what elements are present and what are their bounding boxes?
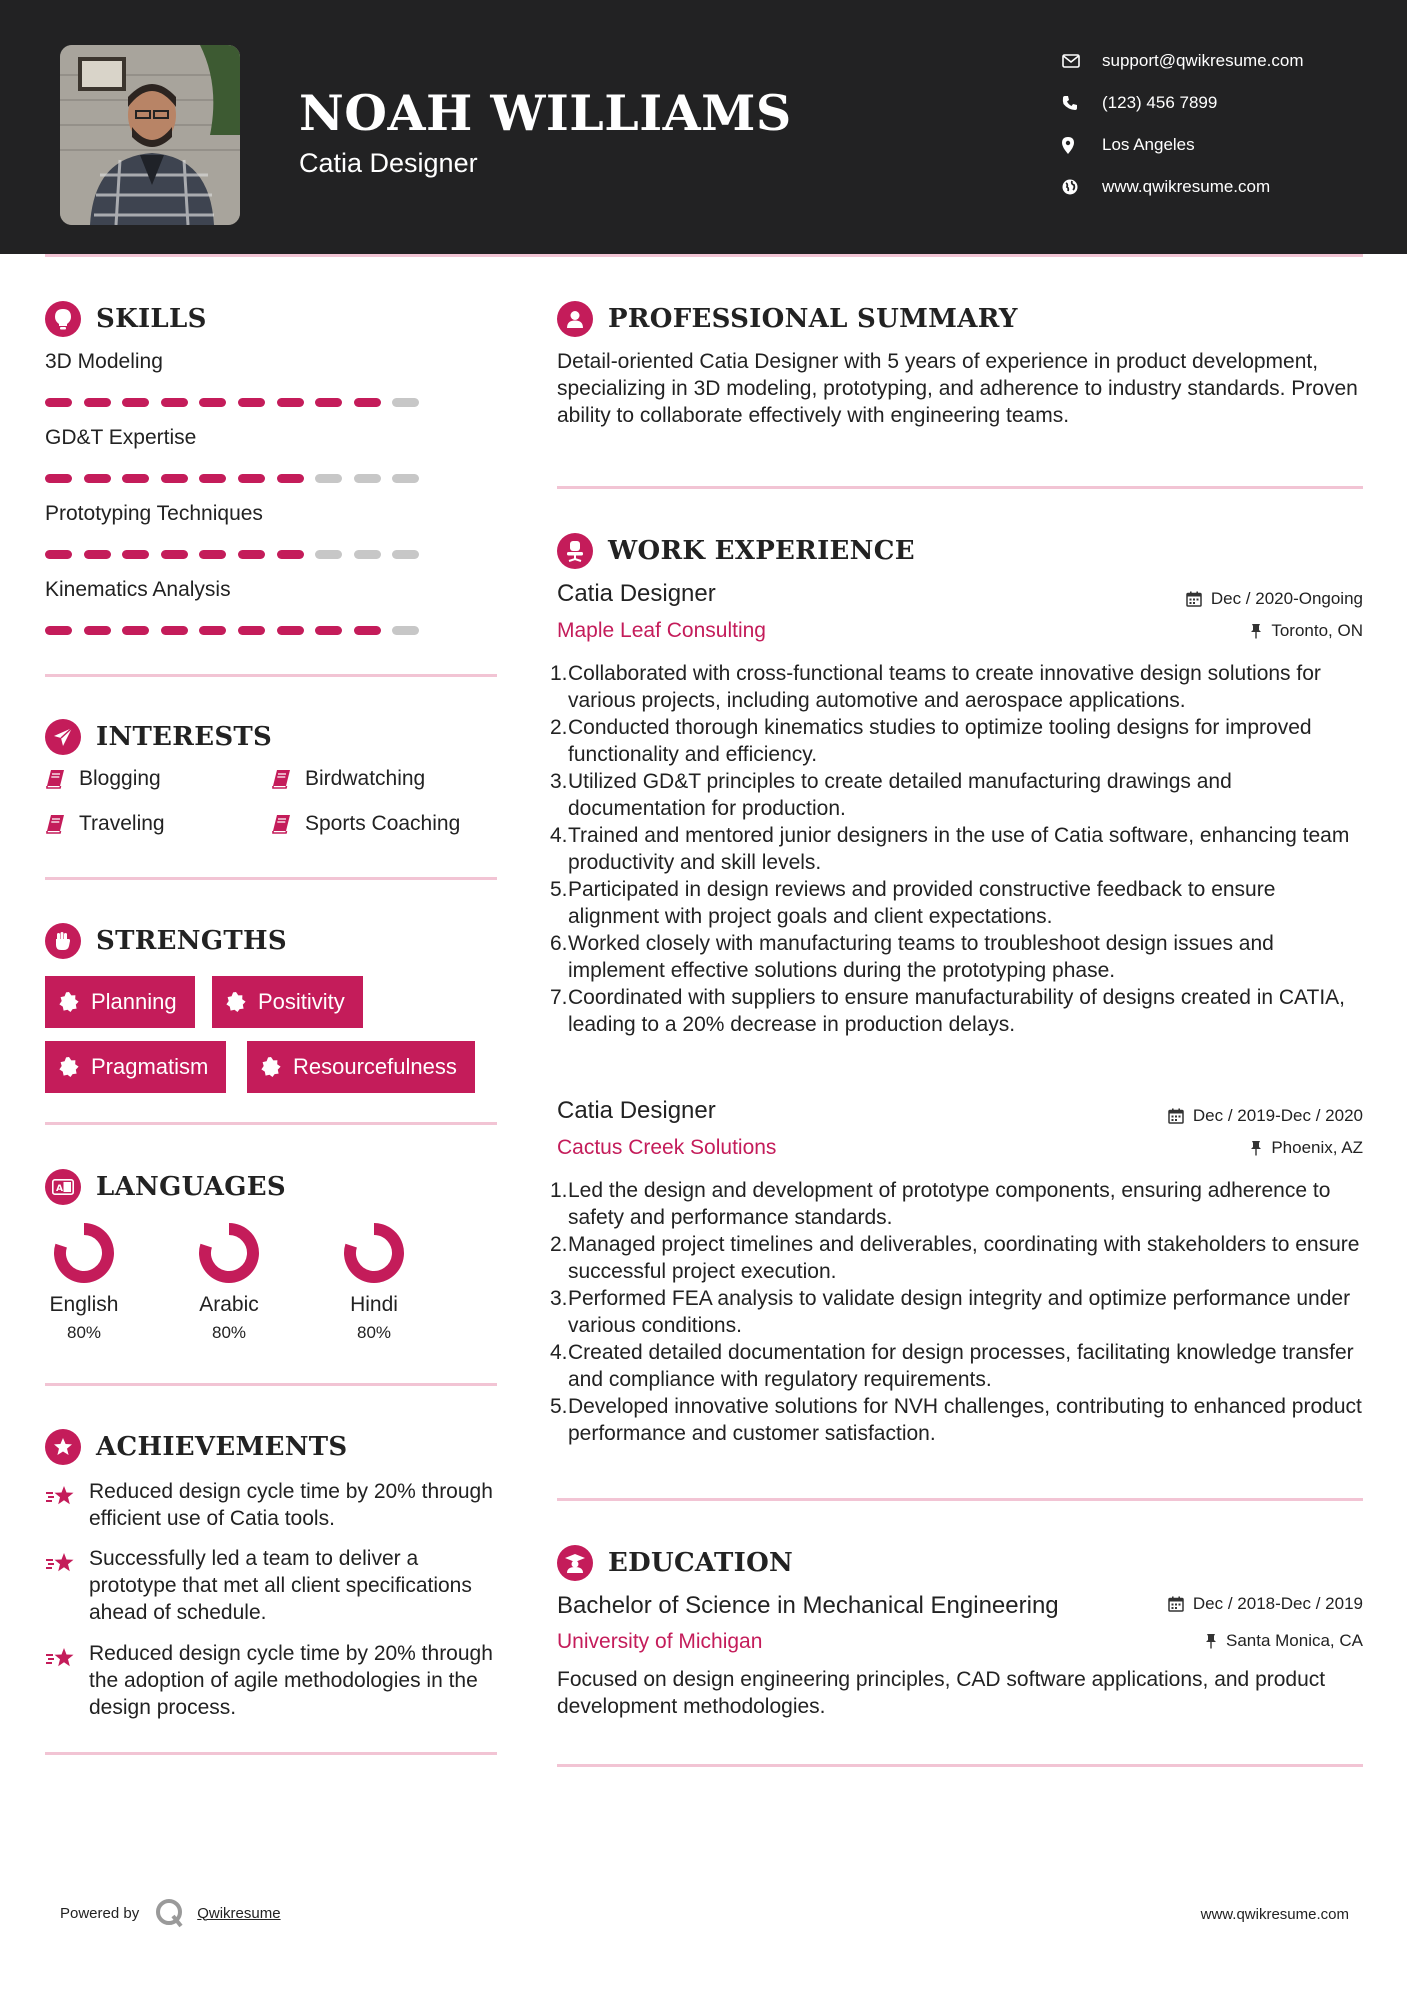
star-icon (45, 1551, 77, 1575)
skill-dash-empty (354, 474, 381, 483)
skill-dash-empty (392, 398, 419, 407)
education-title: EDUCATION (608, 1548, 794, 1578)
skill-dash-filled (277, 626, 304, 635)
section-divider (45, 877, 497, 880)
bullet-text: Conducted thorough kinematics studies to optimize tooling designs for improved functionality and efficiency. (568, 716, 1312, 766)
skill-dash-filled (199, 550, 226, 559)
skill-dash-empty (354, 550, 381, 559)
section-divider (45, 1383, 497, 1386)
svg-text:A: A (56, 1184, 63, 1194)
section-divider (45, 1122, 497, 1125)
language-name: Arabic (199, 1293, 259, 1316)
language-percent: 80% (66, 1323, 102, 1342)
contact-website[interactable] (1062, 166, 1304, 208)
contact-email[interactable] (1062, 40, 1304, 82)
section-divider (557, 1498, 1363, 1501)
skill-dash-filled (199, 474, 226, 483)
job-bullet (550, 1285, 1367, 1339)
bullet-number: 4. (550, 824, 568, 847)
job-company: Cactus Creek Solutions (557, 1136, 777, 1159)
job-bullet (550, 660, 1367, 714)
user-icon (557, 301, 593, 337)
strength-tag (247, 1041, 475, 1093)
skill-dash-filled (354, 398, 381, 407)
skill-dash-filled (122, 474, 149, 483)
skill-dash-filled (45, 398, 72, 407)
bullet-text: Developed innovative solutions for NVH challenges, contributing to enhanced product performance and customer satisfaction. (568, 1395, 1362, 1445)
bullet-number: 4. (550, 1341, 568, 1364)
language-item (314, 1222, 434, 1343)
degree-title: Bachelor of Science in Mechanical Engineering (557, 1592, 1059, 1619)
skill-level-bar (45, 550, 431, 559)
skill-dash-filled (45, 474, 72, 483)
job-title: Catia Designer (557, 580, 716, 607)
skill-dash-filled (161, 626, 188, 635)
education-dates-text: Dec / 2018-Dec / 2019 (1192, 1594, 1363, 1613)
job-bullet (550, 1339, 1367, 1393)
header-divider (45, 254, 1363, 257)
bullet-text: Collaborated with cross-functional teams to create innovative design solutions for various projects, including automotive and aerospace applications. (568, 662, 1321, 712)
achievement-item (45, 1640, 495, 1721)
achievement-text: Reduced design cycle time by 20% through the adoption of agile methodologies in the design process. (89, 1642, 493, 1719)
skill-dash-filled (161, 550, 188, 559)
bullet-text: Worked closely with manufacturing teams to troubleshoot design issues and implement effective solutions during the prototyping phase. (568, 932, 1274, 982)
calendar-icon (1168, 1108, 1184, 1124)
profile-photo (60, 45, 240, 225)
education-heading (557, 1545, 793, 1581)
achievement-item (45, 1478, 495, 1532)
job-location (1250, 621, 1363, 641)
paper-plane-icon (45, 719, 81, 755)
skill-name: GD&T Expertise (45, 426, 197, 449)
footer-brand-link[interactable]: Qwikresume (197, 1904, 281, 1922)
footer-website[interactable]: www.qwikresume.com (1200, 1906, 1349, 1923)
achievement-text: Reduced design cycle time by 20% through efficient use of Catia tools. (89, 1480, 493, 1530)
fist-icon (45, 923, 81, 959)
skill-dash-filled (84, 474, 111, 483)
achievements-heading (45, 1429, 348, 1465)
skill-dash-filled (238, 398, 265, 407)
interest-label: Blogging (79, 767, 161, 790)
skill-dash-filled (238, 626, 265, 635)
skills-title: SKILLS (96, 304, 207, 334)
skill-dash-empty (392, 550, 419, 559)
job-dates-text: Dec / 2020-Ongoing (1210, 589, 1363, 608)
interest-label: Birdwatching (305, 767, 426, 790)
interest-label: Sports Coaching (305, 812, 461, 835)
interests-title: INTERESTS (96, 722, 273, 752)
pushpin-icon (1250, 623, 1262, 639)
job-dates-text: Dec / 2019-Dec / 2020 (1192, 1106, 1363, 1125)
strength-label: Planning (91, 989, 177, 1014)
achievement-text: Successfully led a team to deliver a prototype that met all client specifications ahead of schedule. (89, 1547, 472, 1624)
badge-icon (261, 1057, 281, 1077)
bullet-text: Participated in design reviews and provided constructive feedback to ensure alignment with project goals and client expectations. (568, 878, 1276, 928)
skill-name: 3D Modeling (45, 350, 163, 373)
job-bullets (550, 660, 1367, 1038)
calendar-icon (1186, 591, 1202, 607)
skill-dash-filled (315, 626, 342, 635)
candidate-title: Catia Designer (299, 148, 478, 178)
achievements-title: ACHIEVEMENTS (96, 1432, 348, 1462)
bullet-number: 6. (550, 932, 568, 955)
strength-tag (45, 1041, 226, 1093)
skill-dash-filled (161, 474, 188, 483)
skill-dash-filled (84, 626, 111, 635)
contact-location (1062, 124, 1304, 166)
experience-title: WORK EXPERIENCE (608, 536, 915, 566)
bullet-number: 2. (550, 1233, 568, 1256)
bullet-text: Led the design and development of prototype components, ensuring adherence to safety and performance standards. (568, 1179, 1331, 1229)
job-bullet (550, 822, 1367, 876)
skill-dash-filled (277, 550, 304, 559)
star-badge-icon (45, 1429, 81, 1465)
bullet-number: 3. (550, 1287, 568, 1310)
summary-heading (557, 301, 1018, 337)
book-icon (271, 814, 291, 834)
bullet-text: Managed project timelines and deliverables, coordinating with stakeholders to ensure successful project execution. (568, 1233, 1360, 1283)
candidate-name: NOAH WILLIAMS (299, 84, 792, 142)
skill-dash-filled (315, 398, 342, 407)
contact-email-text: support@qwikresume.com (1102, 51, 1304, 70)
job-bullet (550, 1177, 1367, 1231)
skill-dash-empty (392, 626, 419, 635)
pushpin-icon (1205, 1633, 1217, 1649)
skill-dash-filled (122, 550, 149, 559)
skill-level-bar (45, 398, 431, 407)
job-bullet (550, 1231, 1367, 1285)
phone-icon (1062, 95, 1102, 111)
powered-by-label: Powered by (60, 1904, 140, 1922)
strengths-title: STRENGTHS (96, 926, 287, 956)
job-company: Maple Leaf Consulting (557, 619, 766, 642)
skill-dash-filled (84, 550, 111, 559)
education-location (1205, 1631, 1363, 1651)
language-name: English (49, 1293, 119, 1316)
interest-item (271, 767, 425, 791)
strength-label: Positivity (258, 989, 345, 1014)
summary-title: PROFESSIONAL SUMMARY (608, 304, 1018, 334)
education-description: Focused on design engineering principles, CAD software applications, and product development methodologies. (557, 1668, 1326, 1718)
interest-label: Traveling (79, 812, 165, 835)
job-location-text: Toronto, ON (1271, 621, 1363, 640)
bullet-number: 1. (550, 662, 568, 685)
graduate-icon (557, 1545, 593, 1581)
book-icon (45, 769, 65, 789)
book-icon (271, 769, 291, 789)
skill-name: Kinematics Analysis (45, 578, 231, 601)
language-level-ring (343, 1222, 405, 1284)
section-divider (557, 486, 1363, 489)
language-percent: 80% (356, 1323, 392, 1342)
strength-label: Resourcefulness (293, 1054, 457, 1079)
bullet-number: 7. (550, 986, 568, 1009)
star-icon (45, 1646, 77, 1670)
strength-tag (45, 976, 195, 1028)
job-location-text: Phoenix, AZ (1271, 1138, 1363, 1157)
job-bullet (550, 876, 1367, 930)
education-location-text: Santa Monica, CA (1225, 1631, 1363, 1650)
strengths-heading (45, 923, 287, 959)
strength-label: Pragmatism (91, 1054, 209, 1079)
language-item (24, 1222, 144, 1343)
section-divider (557, 1764, 1363, 1767)
badge-icon (226, 992, 246, 1012)
job-bullet (550, 984, 1367, 1038)
contact-phone-text: (123) 456 7899 (1102, 93, 1218, 112)
book-icon (45, 814, 65, 834)
skill-dash-filled (277, 474, 304, 483)
skills-heading (45, 301, 207, 337)
skill-dash-filled (122, 398, 149, 407)
skill-dash-filled (45, 550, 72, 559)
job-location (1250, 1138, 1363, 1158)
skill-dash-filled (238, 474, 265, 483)
bullet-text: Created detailed documentation for design processes, facilitating knowledge transfer and compliance with regulatory requirements. (568, 1341, 1354, 1391)
bullet-number: 1. (550, 1179, 568, 1202)
achievement-item (45, 1545, 495, 1626)
languages-heading (45, 1169, 286, 1205)
bullet-text: Performed FEA analysis to validate design integrity and optimize performance under various conditions. (568, 1287, 1351, 1337)
bullet-number: 2. (550, 716, 568, 739)
skill-dash-empty (315, 474, 342, 483)
envelope-icon (1062, 54, 1102, 68)
job-bullet (550, 768, 1367, 822)
map-pin-icon (1062, 137, 1102, 154)
job-bullets (550, 1177, 1367, 1447)
skill-dash-filled (199, 398, 226, 407)
badge-icon (59, 1057, 79, 1077)
summary-text: Detail-oriented Catia Designer with 5 years of experience in product development, specializing in 3D modeling, prototyping, and adherence to industry standards. Proven ability to collaborate effectively with engineering teams. (557, 350, 1358, 427)
badge-icon (59, 992, 79, 1012)
star-icon (45, 1484, 77, 1508)
bullet-text: Trained and mentored junior designers in the use of Catia software, enhancing team productivity and skill levels. (568, 824, 1350, 874)
languages-title: LANGUAGES (96, 1172, 286, 1202)
job-bullet (550, 1393, 1367, 1447)
footer-powered-by (60, 1896, 281, 1930)
interest-item (45, 767, 161, 791)
language-level-ring (198, 1222, 260, 1284)
office-chair-icon (557, 533, 593, 569)
language-icon (45, 1169, 81, 1205)
skill-dash-filled (354, 626, 381, 635)
language-level-ring (53, 1222, 115, 1284)
skill-dash-empty (315, 550, 342, 559)
school-name: University of Michigan (557, 1630, 763, 1653)
interest-item (45, 812, 165, 836)
job-dates (1168, 1106, 1363, 1126)
experience-heading (557, 533, 915, 569)
bullet-text: Utilized GD&T principles to create detailed manufacturing drawings and documentation for production. (568, 770, 1232, 820)
section-divider (45, 1752, 497, 1755)
contact-list (1062, 40, 1304, 208)
contact-location-text: Los Angeles (1102, 135, 1195, 154)
job-title: Catia Designer (557, 1097, 716, 1124)
contact-phone[interactable] (1062, 82, 1304, 124)
skill-name: Prototyping Techniques (45, 502, 263, 525)
language-percent: 80% (211, 1323, 247, 1342)
language-name: Hindi (350, 1293, 398, 1316)
job-bullet (550, 714, 1367, 768)
calendar-icon (1168, 1596, 1184, 1612)
skill-dash-filled (84, 398, 111, 407)
job-dates (1186, 589, 1363, 609)
section-divider (45, 674, 497, 677)
skill-dash-filled (45, 626, 72, 635)
skill-dash-filled (122, 626, 149, 635)
skill-dash-filled (277, 398, 304, 407)
bullet-text: Coordinated with suppliers to ensure manufacturability of designs created in CATIA, leading to a 20% decrease in production delays. (568, 986, 1346, 1036)
skill-dash-filled (161, 398, 188, 407)
resume-header (0, 0, 1407, 254)
bullet-number: 5. (550, 878, 568, 901)
education-dates (1168, 1594, 1363, 1614)
skill-dash-empty (392, 474, 419, 483)
skill-level-bar (45, 474, 431, 483)
skill-level-bar (45, 626, 431, 635)
bullet-number: 3. (550, 770, 568, 793)
interests-heading (45, 719, 272, 755)
globe-icon (1062, 179, 1102, 195)
pushpin-icon (1250, 1140, 1262, 1156)
language-item (169, 1222, 289, 1343)
bullet-number: 5. (550, 1395, 568, 1418)
skill-dash-filled (199, 626, 226, 635)
skill-dash-filled (238, 550, 265, 559)
lightbulb-icon (45, 301, 81, 337)
interest-item (271, 812, 460, 836)
strength-tag (212, 976, 363, 1028)
contact-website-text: www.qwikresume.com (1102, 177, 1271, 196)
qwikresume-logo (153, 1896, 187, 1930)
job-bullet (550, 930, 1367, 984)
